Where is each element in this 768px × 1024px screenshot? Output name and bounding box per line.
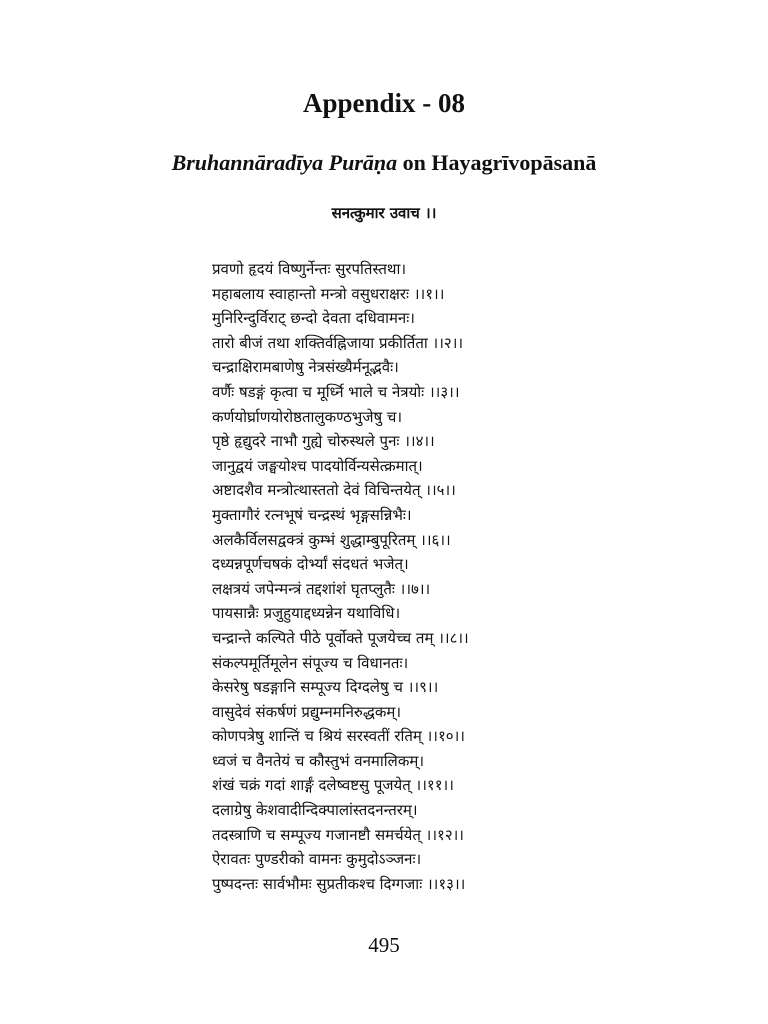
verse-line: महाबलाय स्वाहान्तो मन्त्रो वसुधराक्षरः ।।१।। — [212, 284, 445, 303]
verse-line: दध्यन्नपूर्णचषकं दोर्भ्यां संदधतं भजेत्। — [212, 555, 409, 574]
verse-line: पायसान्नैः प्रजुहुयाद्दध्यन्नेन यथाविधि। — [212, 604, 401, 623]
verse-line: लक्षत्रयं जपेन्मन्त्रं तद्दशांशं घृतप्लुतैः ।।७।। — [212, 579, 431, 598]
verse-line: कर्णयोर्घ्राणयोरोष्ठतालुकण्ठभुजेषु च। — [212, 407, 403, 426]
page-number: 495 — [368, 933, 400, 957]
verse-line: पुष्पदन्तः सार्वभौमः सुप्रतीकश्च दिग्गजाः ।।१३।। — [212, 874, 466, 893]
verse-line: चन्द्रान्ते कल्पिते पीठे पूर्वोक्ते पूजयेच्च तम् ।।८।। — [212, 628, 469, 647]
subtitle-topic: on Hayagrīvopāsanā — [397, 150, 597, 175]
verse-line: कोणपत्रेषु शान्तिं च श्रियं सरस्वतीं रतिम् ।।१०।। — [212, 727, 465, 746]
verse-line: वर्णैः षडङ्गं कृत्वा च मूर्ध्नि भाले च नेत्रयोः ।।३।। — [212, 382, 460, 401]
speaker-heading: सनत्कुमार उवाच ।। — [331, 204, 437, 222]
verse-line: तदस्त्राणि च सम्पूज्य गजानष्टौ समर्चयेत् ।।१२।। — [212, 825, 464, 844]
verse-line: प्रवणो हृदयं विष्णुर्नेन्तः सुरपतिस्तथा। — [212, 260, 407, 278]
page-title: Appendix - 08 — [302, 88, 466, 118]
verse-line: शंखं चक्रं गदां शार्ङ्गं दलेष्वष्टसु पूजयेत् ।।११।। — [212, 776, 454, 795]
verse-line: मुनिरिन्दुर्विराट् छन्दो देवता दधिवामनः। — [212, 309, 415, 328]
verse-line: अलकैर्विलसद्वक्त्रं कुम्भं शुद्धाम्बुपूरितम् ।।६।। — [212, 530, 451, 549]
verse-line: पृष्ठे हृद्युदरे नाभौ गुह्ये चोरुस्थले पुनः ।।४।। — [212, 432, 435, 451]
verse-line: चन्द्राक्षिरामबाणेषु नेत्रसंख्यैर्मनूद्भवैः। — [212, 358, 399, 377]
verse-line: वासुदेवं संकर्षणं प्रद्युम्नमनिरुद्धकम्। — [212, 702, 402, 721]
verse-line: संकल्पमूर्तिमूलेन संपूज्य च विधानतः। — [212, 653, 409, 672]
verse-list — [212, 257, 752, 896]
verse-line: केसरेषु षडङ्गानि सम्पूज्य दिग्दलेषु च ।।९।। — [212, 678, 439, 697]
verse-line: जानुद्वयं जङ्घयोश्च पादयोर्विन्यसेत्क्रमात्। — [212, 456, 423, 475]
verse-line: तारो बीजं तथा शक्तिर्वह्निजाया प्रकीर्तिता ।।२।। — [212, 333, 464, 352]
subtitle-work-title: Bruhannāradīya Purāṇa — [171, 150, 398, 175]
verse-line: ध्वजं च वैनतेयं च कौस्तुभं वनमालिकम्। — [212, 751, 425, 770]
page-subtitle — [0, 150, 768, 176]
verse-line: अष्टादशैव मन्त्रोत्थास्ततो देवं विचिन्तयेत् ।।५।। — [212, 481, 456, 500]
verse-line: दलाग्रेषु केशवादीन्दिक्पालांस्तदनन्तरम्। — [212, 801, 418, 820]
verse-line: मुक्तागौरं रत्नभूषं चन्द्रस्थं भृङ्गसन्निभैः। — [212, 505, 412, 524]
verse-line: ऐरावतः पुण्डरीको वामनः कुमुदोऽञ्जनः। — [212, 850, 422, 869]
